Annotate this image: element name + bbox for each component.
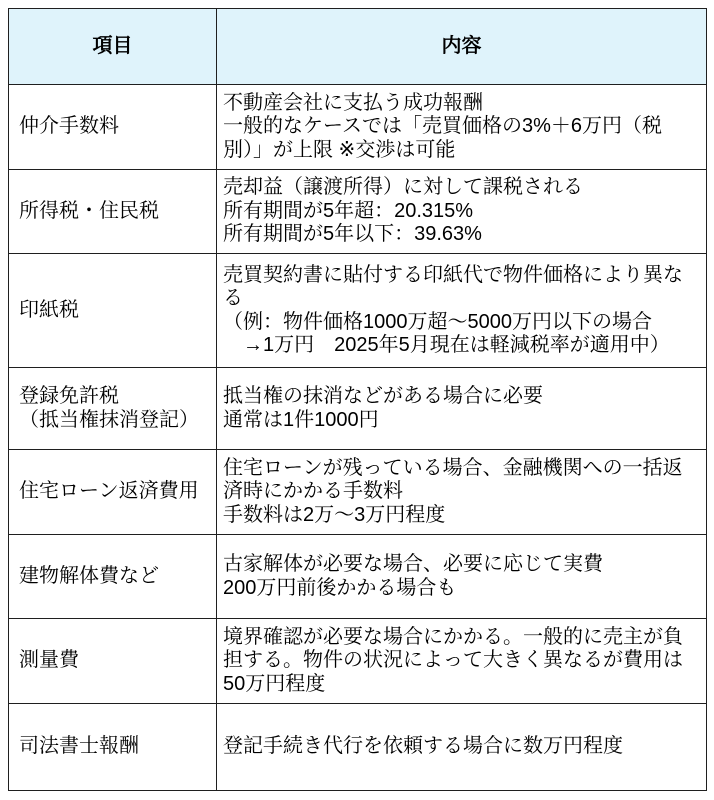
- header-item: 項目: [9, 9, 217, 85]
- content-cell: [217, 170, 707, 254]
- item-label: 仲介手数料: [19, 115, 119, 138]
- item-label: 印紙税: [19, 298, 79, 321]
- content-line: 別）」が上限 ※交渉は可能: [223, 138, 456, 161]
- content-cell: [217, 535, 707, 619]
- table-row: [9, 704, 707, 791]
- content-cell: [217, 704, 707, 791]
- table-row: [9, 254, 707, 368]
- content-line: 売却益（譲渡所得）に対して課税される: [223, 176, 583, 199]
- header-row: [9, 9, 707, 85]
- content-cell: [217, 368, 707, 450]
- item-label: 所得税・住民税: [19, 199, 159, 222]
- content-line: 売買契約書に貼付する印紙代で物件価格により異な: [223, 263, 683, 286]
- content-line: 登記手続き代行を依頼する場合に数万円程度: [223, 735, 623, 758]
- item-cell: [9, 704, 217, 791]
- content-line: 済時にかかる手数料: [223, 480, 403, 503]
- table-row: [9, 450, 707, 535]
- content-line: 通常は1件1000円: [223, 408, 379, 431]
- item-cell: [9, 619, 217, 704]
- item-label: 住宅ローン返済費用: [19, 480, 199, 503]
- content-line: 一般的なケースでは「売買価格の3%＋6万円（税: [223, 115, 663, 138]
- table-row: [9, 619, 707, 704]
- item-label: 測量費: [19, 649, 79, 672]
- content-line: →1万円 2025年5月現在は軽減税率が適用中）: [223, 334, 670, 356]
- content-line: 住宅ローンが残っている場合、金融機関への一括返: [223, 456, 683, 479]
- content-line: 所有期間が5年超：20.315%: [223, 199, 474, 222]
- cost-table: [8, 8, 707, 791]
- content-line: 不動産会社に支払う成功報酬: [223, 91, 483, 114]
- content-line: 200万円前後かかる場合も: [223, 576, 457, 599]
- item-cell: [9, 254, 217, 368]
- content-line: る: [223, 287, 243, 309]
- content-line: （例：物件価格1000万超～5000万円以下の場合: [223, 310, 652, 333]
- item-sublabel: （抵当権抹消登記）: [19, 408, 199, 431]
- table-row: [9, 170, 707, 254]
- item-cell: [9, 85, 217, 170]
- content-line: 境界確認が必要な場合にかかる。一般的に売主が負: [223, 625, 683, 648]
- content-line: 古家解体が必要な場合、必要に応じて実費: [223, 553, 603, 575]
- content-line: 抵当権の抹消などがある場合に必要: [223, 385, 543, 407]
- header-content: 内容: [217, 9, 707, 85]
- content-line: 所有期間が5年以下：39.63%: [223, 223, 482, 246]
- content-cell: [217, 450, 707, 535]
- item-label: 司法書士報酬: [19, 735, 139, 758]
- content-cell: [217, 85, 707, 170]
- table-row: [9, 85, 707, 170]
- item-cell: [9, 368, 217, 450]
- item-cell: [9, 170, 217, 254]
- content-cell: [217, 619, 707, 704]
- item-label: 建物解体費など: [19, 564, 159, 587]
- content-line: 担する。物件の状況によって大きく異なるが費用は: [223, 649, 683, 672]
- item-label: 登録免許税: [19, 385, 119, 407]
- item-cell: [9, 535, 217, 619]
- table-row: [9, 535, 707, 619]
- content-line: 50万円程度: [223, 672, 326, 695]
- content-line: 手数料は2万～3万円程度: [223, 503, 446, 526]
- content-cell: [217, 254, 707, 368]
- item-cell: [9, 450, 217, 535]
- table-row: [9, 368, 707, 450]
